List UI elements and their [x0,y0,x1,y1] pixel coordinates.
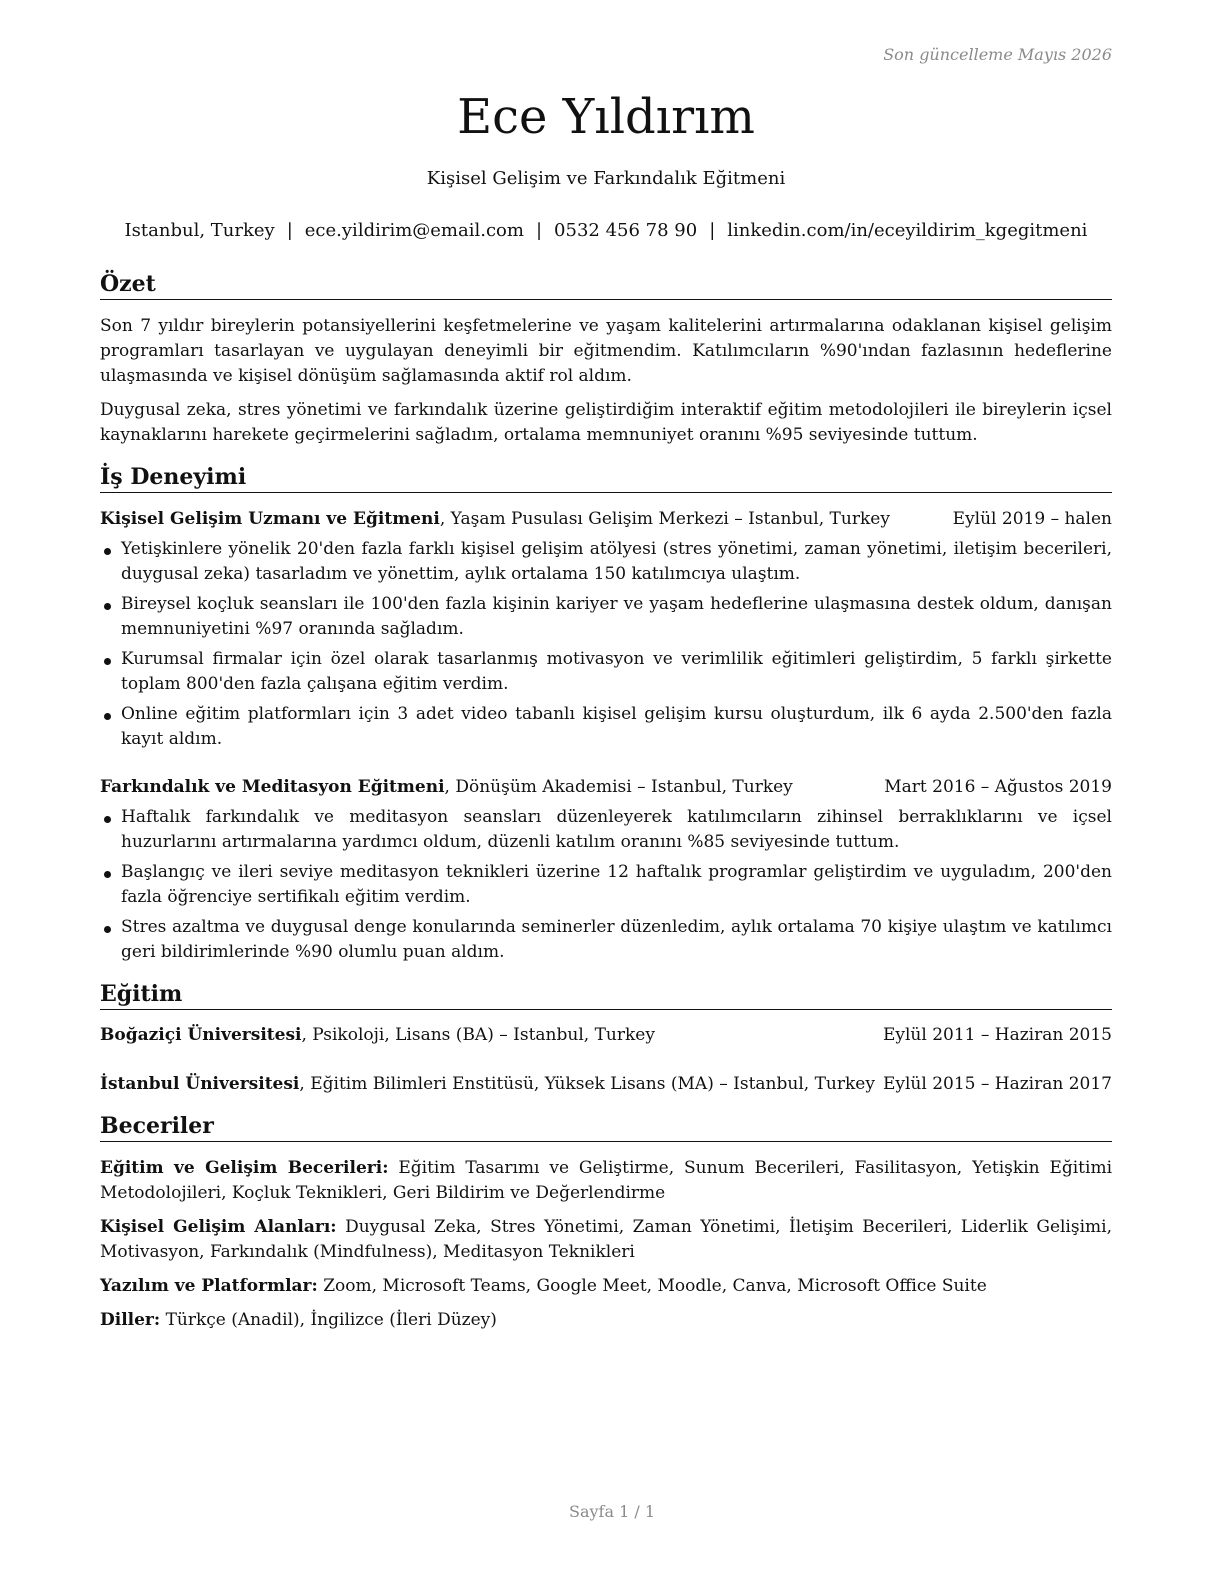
education-entry [100,1023,1112,1048]
education-detail: , Eğitim Bilimleri Enstitüsü, Yüksek Lisans (MA) – Istanbul, Turkey [299,1074,875,1094]
skill-label: Kişisel Gelişim Alanları: [100,1217,337,1237]
skill-value: Zoom, Microsoft Teams, Google Meet, Moodle, Canva, Microsoft Office Suite [317,1276,987,1296]
skill-line [100,1274,1112,1299]
page-number: Sayfa 1 / 1 [568,1502,655,1521]
education-detail: , Psikoloji, Lisans (BA) – Istanbul, Turkey [301,1025,655,1045]
skill-label: Yazılım ve Platformlar: [100,1276,318,1296]
list-item: Haftalık farkındalık ve meditasyon seansları düzenleyerek katılımcıların zihinsel berraklıklarını ve içsel huzurlarını artırmalarına yardımcı oldum, düzenli katılım oranını %85 seviyesinde tuttum. [100,805,1112,855]
job-bullets [100,805,1112,970]
contact-linkedin[interactable]: linkedin.com/in/eceyildirim_kgegitmeni [727,220,1088,241]
contact-location: Istanbul, Turkey [124,220,275,241]
last-updated: Son güncelleme Mayıs 2026 [883,45,1112,64]
section-heading-summary: Özet [100,270,1112,300]
list-item: Kurumsal firmalar için özel olarak tasarlanmış motivasyon ve verimlilik eğitimleri geliştirdim, 5 farklı şirkette toplam 800'den fazla çalışana eğitim verdim. [100,647,1112,697]
contact-phone: 0532 456 78 90 [554,220,698,241]
job-dates: Mart 2016 – Ağustos 2019 [884,777,1112,797]
job-org: , Yaşam Pusulası Gelişim Merkezi – Istanbul, Turkey [439,509,890,529]
contact-separator: | [709,220,716,241]
section-heading-skills: Beceriler [100,1112,1112,1142]
job-header [100,775,1112,800]
skill-value: Eğitim Tasarımı ve Geliştirme, Sunum Becerileri, Fasilitasyon, Yetişkin Eğitimi Metodolojileri, Koçluk Teknikleri, Geri Bildirim ve Değerlendirme [100,1158,1113,1203]
skill-value: Duygusal Zeka, Stres Yönetimi, Zaman Yönetimi, İletişim Becerileri, Liderlik Gelişimi, Motivasyon, Farkındalık (Mindfulness), Meditasyon Teknikleri [100,1217,1112,1262]
section-heading-education: Eğitim [100,980,1112,1010]
list-item: Bireysel koçluk seansları ile 100'den fazla kişinin kariyer ve yaşam hedeflerine ulaşmasına destek oldum, danışan memnuniyetini %97 oranında sağladım. [100,592,1112,642]
job-dates: Eylül 2019 – halen [952,509,1112,529]
education-dates: Eylül 2011 – Haziran 2015 [882,1025,1112,1045]
contact-separator: | [535,220,543,241]
skill-line [100,1308,1112,1333]
section-heading-experience: İş Deneyimi [100,463,1112,493]
list-item: Yetişkinlere yönelik 20'den fazla farklı kişisel gelişim atölyesi (stres yönetimi, zaman yönetimi, iletişim becerileri, duygusal zeka) tasarladım ve yönettim, aylık ortalama 150 katılımcıya ulaştım. [100,537,1112,587]
job-role: Kişisel Gelişim Uzmanı ve Eğitmeni [100,509,440,529]
skill-label: Diller: [100,1310,161,1330]
list-item: Başlangıç ve ileri seviye meditasyon teknikleri üzerine 12 haftalık programlar geliştirdim ve uyguladım, 200'den fazla öğrenciye sertifikalı eğitim verdim. [100,860,1112,910]
job-role: Farkındalık ve Meditasyon Eğitmeni [100,777,445,797]
job-org: , Dönüşüm Akademisi – Istanbul, Turkey [444,777,793,797]
job-header [100,507,1112,532]
school-name: Boğaziçi Üniversitesi [100,1025,302,1045]
list-item: Online eğitim platformları için 3 adet video tabanlı kişisel gelişim kursu oluşturdum, ilk 6 ayda 2.500'den fazla kayıt aldım. [100,702,1112,752]
list-item: Stres azaltma ve duygusal denge konularında seminerler düzenledim, aylık ortalama 70 kişiye ulaştım ve katılımcı geri bildirimlerinde %90 olumlu puan aldım. [100,915,1112,965]
job-bullets [100,537,1112,757]
skill-line [100,1156,1112,1206]
school-name: İstanbul Üniversitesi [100,1074,300,1094]
contact-separator: | [286,220,293,241]
skill-label: Eğitim ve Gelişim Becerileri: [100,1158,389,1178]
education-entry [100,1072,1112,1097]
person-name: Ece Yıldırım [457,89,755,145]
summary-paragraph: Duygusal zeka, stres yönetimi ve farkındalık üzerine geliştirdiğim interaktif eğitim metodolojileri ile bireylerin içsel kaynaklarını harekete geçirmelerini sağladım, ortalama memnuniyet oranını %95 seviyesinde tuttum. [100,400,1112,445]
contact-line [100,220,1112,241]
summary-paragraph: Son 7 yıldır bireylerin potansiyellerini keşfetmelerine ve yaşam kalitelerini artırmalarına odaklanan kişisel gelişim programları tasarlayan ve uygulayan deneyimli bir eğitmendim. Katılımcıların %90'ından fazlasının hedeflerine ulaşmasında ve kişisel dönüşüm sağlamasında aktif rol aldım. [100,316,1112,386]
skill-line [100,1215,1112,1265]
education-dates: Eylül 2015 – Haziran 2017 [882,1074,1112,1094]
contact-email[interactable]: ece.yildirim@email.com [304,220,524,241]
job-title: Kişisel Gelişim ve Farkındalık Eğitmeni [426,168,786,189]
skill-value: Türkçe (Anadil), İngilizce (İleri Düzey) [160,1310,497,1330]
